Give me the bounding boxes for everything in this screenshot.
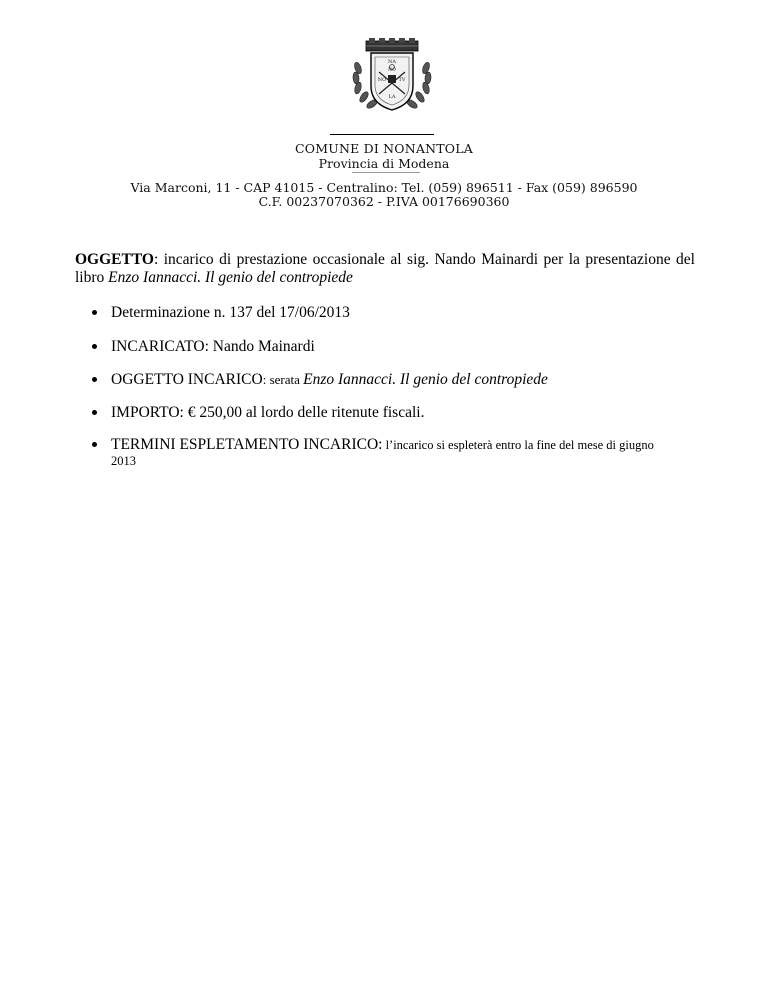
org-name: COMUNE DI NONANTOLA — [295, 141, 473, 156]
determination-text: Determinazione n. 137 del 17/06/2013 — [111, 304, 350, 321]
bullet-icon — [92, 344, 97, 349]
crest-motto-left: NO — [377, 77, 387, 83]
header-rule — [330, 134, 434, 135]
assignee-text: INCARICATO: Nando Mainardi — [111, 338, 315, 355]
object-title: Enzo Iannacci. Il genio del contropiede — [303, 371, 548, 388]
bullet-icon — [92, 410, 97, 415]
object-line — [111, 371, 548, 388]
crest-motto-bottom: LA — [388, 94, 396, 100]
org-fiscal-codes: C.F. 00237070362 - P.IVA 00176690360 — [258, 194, 510, 209]
object-label: OGGETTO INCARICO — [111, 371, 263, 388]
org-address: Via Marconi, 11 - CAP 41015 - Centralino: Tel. (059) 896511 - Fax (059) 896590 — [130, 180, 638, 195]
subject-paragraph — [75, 251, 695, 287]
terms-year: 2013 — [111, 454, 136, 468]
book-title: Enzo Iannacci. Il genio del contropiede — [108, 269, 353, 286]
object-text: : serata — [262, 372, 304, 387]
amount-text: IMPORTO: € 250,00 al lordo delle ritenute fiscali. — [111, 404, 425, 421]
bullet-icon — [92, 442, 97, 447]
subject-text-continued: libro — [75, 269, 109, 286]
subject-label: OGGETTO — [75, 251, 154, 268]
crest-motto-upper: NO — [388, 68, 396, 73]
municipal-crest-logo — [349, 38, 435, 112]
crest-motto-right: TV — [398, 77, 406, 83]
crest-motto-top: NA — [388, 59, 396, 65]
org-province: Provincia di Modena — [318, 156, 450, 171]
bullet-icon — [92, 377, 97, 382]
subject-text: : incarico di prestazione occasionale al sig. Nando Mainardi per la presentazione del — [153, 251, 695, 268]
province-underline — [352, 172, 420, 173]
terms-text: l’incarico si espleterà entro la fine del mese di giugno — [382, 438, 654, 452]
crown-icon — [366, 38, 418, 51]
terms-block — [111, 436, 694, 468]
bullet-icon — [92, 310, 97, 315]
terms-label: TERMINI ESPLETAMENTO INCARICO: — [111, 436, 383, 453]
